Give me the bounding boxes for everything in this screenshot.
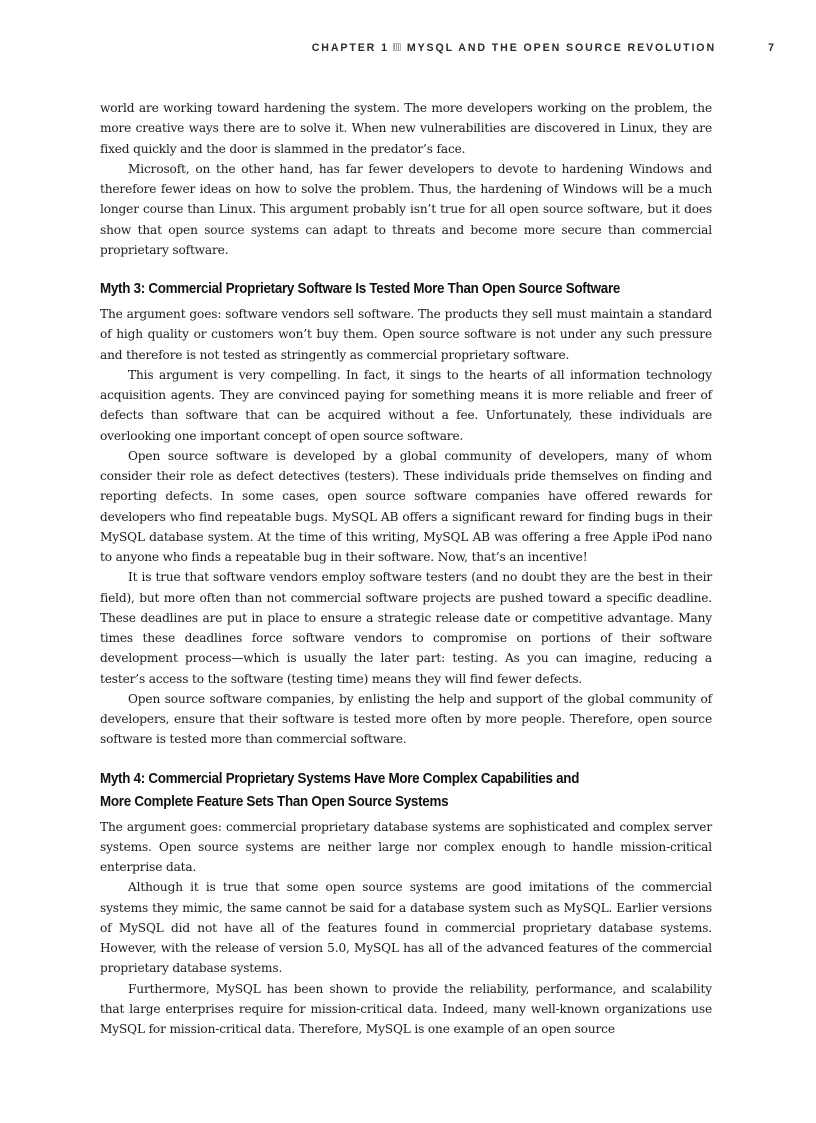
myth3-paragraph: Open source software is developed by a global community of developers, many of whom consider their role as defect detectives (testers). These individuals pride themselves on finding and reporting defects. In some cases, open source software companies have offered rewards for developers who find repeatable bugs. MySQL AB offers a significant reward for finding bugs in their MySQL database system. At the time of this writing, MySQL AB was offering a free Apple iPod nano to anyone who finds a repeatable bug in their software. Now, that’s an incentive! — [100, 448, 712, 564]
page-number: 7 — [768, 42, 774, 54]
myth4-heading — [100, 767, 714, 813]
myth3-paragraph: This argument is very compelling. In fact, it sings to the hearts of all information technology acquisition agents. They are convinced paying for something means it is more reliable and freer of defects than software that can be acquired without a fee. Unfortunately, these individuals are overlooking one important concept of open source software. — [100, 367, 712, 443]
separator-icon — [393, 43, 401, 51]
page-body — [100, 98, 712, 1039]
myth3-heading: Myth 3: Commercial Proprietary Software Is Tested More Than Open Source Software — [100, 280, 621, 297]
paragraph-microsoft: Microsoft, on the other hand, has far fewer developers to devote to hardening Windows and therefore fewer ideas on how to solve the problem. Thus, the hardening of Windows will be a much longer course than Linux. This argument probably isn’t true for all open source software, but it does show that open source systems can adapt to threats and become more secure than commercial proprietary software. — [100, 161, 712, 257]
running-head — [100, 42, 774, 58]
myth4-heading-line2: More Complete Feature Sets Than Open Source Systems — [100, 792, 449, 810]
chapter-title: MYSQL AND THE OPEN SOURCE REVOLUTION — [406, 42, 716, 54]
myth3-paragraph: It is true that software vendors employ software testers (and no doubt they are the best in their field), but more often than not commercial software projects are pushed toward a specific deadline. These deadlines are put in place to ensure a strategic release date or competitive advantage. Many times these deadlines force software vendors to compromise on portions of their software development process—which is usually the later part: testing. As you can imagine, reducing a tester’s access to the software (testing time) means they will find fewer defects. — [100, 570, 712, 686]
myth3-paragraph: The argument goes: software vendors sell software. The products they sell must maintain a standard of high quality or customers won’t buy them. Open source software is not under any such pressure and therefore is not tested as stringently as commercial proprietary software. — [100, 307, 712, 362]
myth4-paragraph: Furthermore, MySQL has been shown to provide the reliability, performance, and scalability that large enterprises require for mission-critical data. Indeed, many well-known organizations use MySQL for mission-critical data. Therefore, MySQL is one example of an open source — [100, 981, 712, 1036]
chapter-label: CHAPTER 1 — [311, 42, 389, 54]
myth3-paragraph: Open source software companies, by enlisting the help and support of the global community of developers, ensure that their software is tested more often by more people. Therefore, open source software is tested more than commercial software. — [100, 691, 712, 747]
myth4-paragraph: The argument goes: commercial proprietary database systems are sophisticated and complex server systems. Open source systems are neither large nor complex enough to handle mission-critical enterprise data. — [100, 819, 712, 874]
myth4-paragraph: Although it is true that some open source systems are good imitations of the commercial systems they mimic, the same cannot be said for a database system such as MySQL. Earlier versions of MySQL did not have all of the features found in commercial proprietary database systems. However, with the release of version 5.0, MySQL has all of the advanced features of the commercial proprietary database systems. — [100, 880, 712, 976]
running-head-chapter — [312, 42, 716, 54]
paragraph-continuation: world are working toward hardening the system. The more developers working on the problem, the more creative ways there are to solve it. When new vulnerabilities are discovered in Linux, they are fixed quickly and the door is slammed in the predator’s face. — [100, 101, 712, 156]
myth4-heading-line1: Myth 4: Commercial Proprietary Systems Have More Complex Capabilities and — [100, 769, 580, 787]
